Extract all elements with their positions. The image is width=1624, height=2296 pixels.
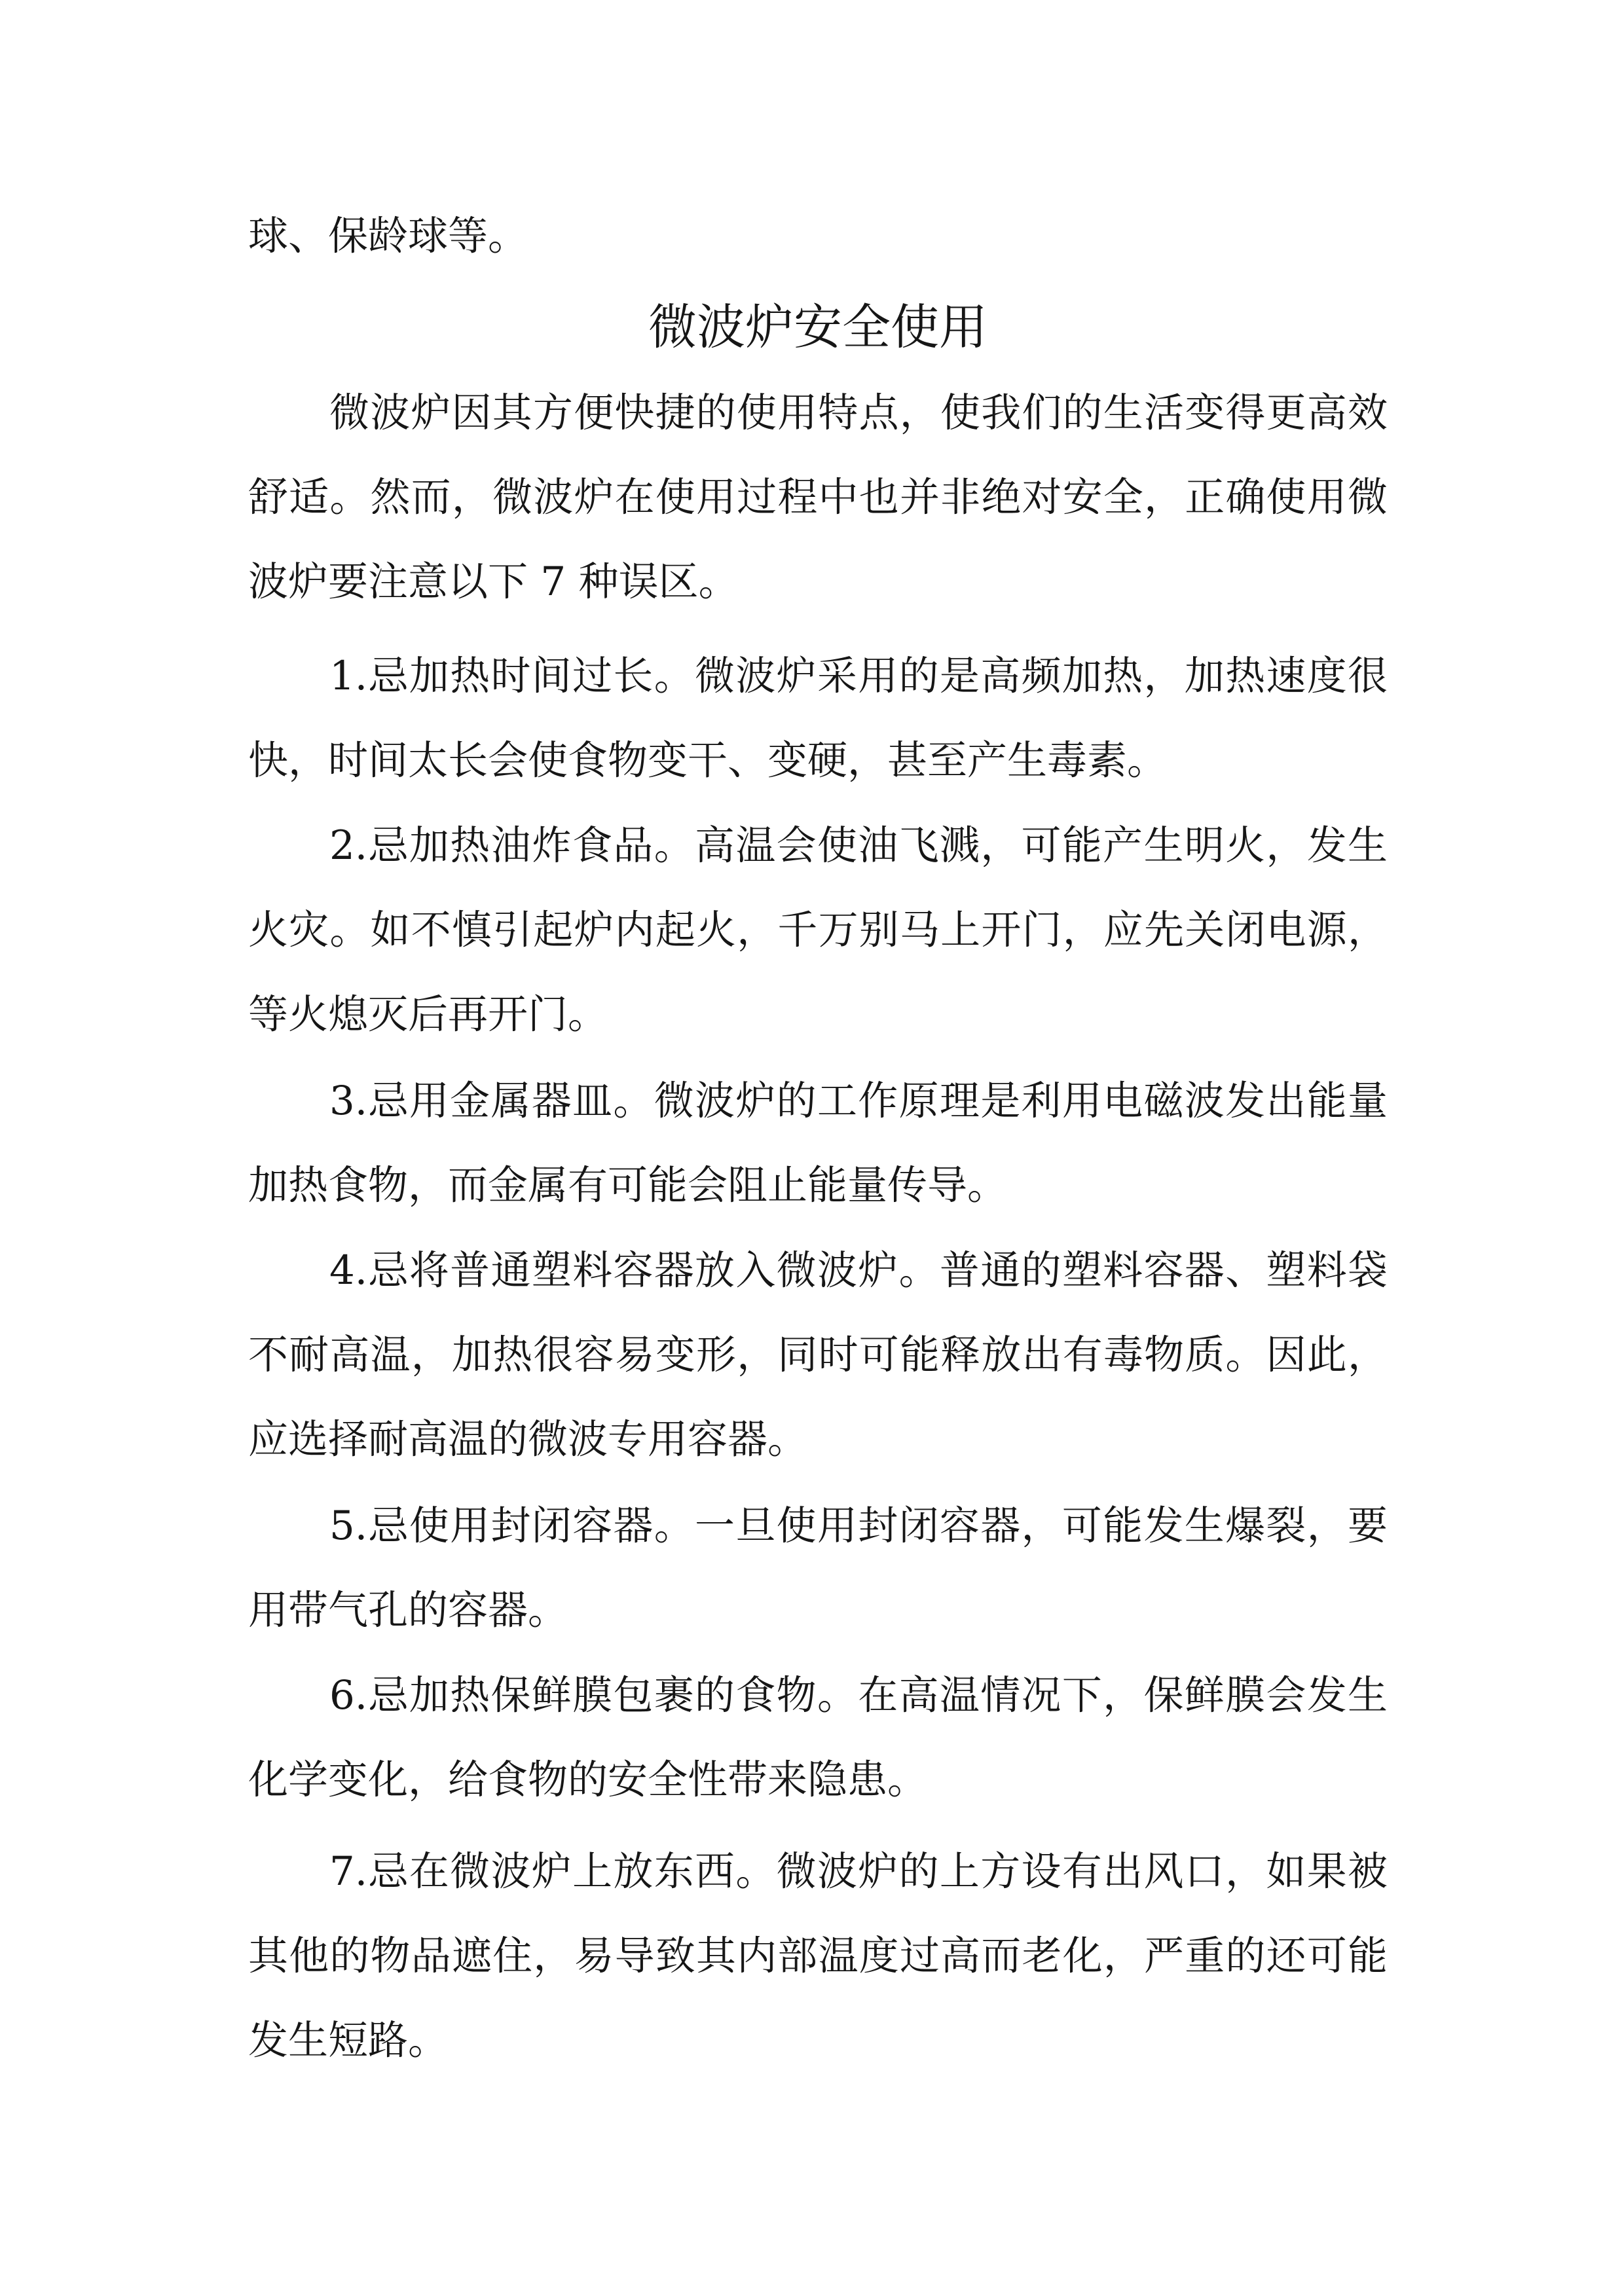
paragraph-line: 波炉要注意以下 7 种误区。 xyxy=(248,558,739,605)
list-item-4 xyxy=(248,1228,1388,1482)
paragraph-line: 5.忌使用封闭容器。一旦使用封闭容器，可能发生爆裂，要 xyxy=(329,1503,1388,1549)
list-item-1 xyxy=(248,634,1388,803)
list-item-6 xyxy=(248,1653,1388,1822)
paragraph-line: 3.忌用金属器皿。微波炉的工作原理是利用电磁波发出能量 xyxy=(329,1078,1388,1124)
paragraph-line: 7.忌在微波炉上放东西。微波炉的上方设有出风口，如果被 xyxy=(329,1848,1388,1895)
paragraph-line: 微波炉因其方便快捷的使用特点，使我们的生活变得更高效 xyxy=(329,390,1388,436)
paragraph-line: 球、保龄球等。 xyxy=(248,213,528,259)
paragraph-line: 6.忌加热保鲜膜包裹的食物。在高温情况下，保鲜膜会发生 xyxy=(329,1672,1388,1719)
paragraph-line: 舒适。然而，微波炉在使用过程中也并非绝对安全，正确使用微 xyxy=(248,474,1388,520)
paragraph-line: 1.忌加热时间过长。微波炉采用的是高频加热，加热速度很 xyxy=(329,653,1388,699)
paragraph-line: 其他的物品遮住，易导致其内部温度过高而老化，严重的还可能 xyxy=(248,1933,1388,1979)
paragraph-line: 加热食物，而金属有可能会阻止能量传导。 xyxy=(248,1162,1008,1209)
article-title: 微波炉安全使用 xyxy=(648,299,987,355)
paragraph-line: 化学变化，给食物的安全性带来隐患。 xyxy=(248,1757,928,1803)
list-item-7 xyxy=(248,1829,1388,2083)
paragraph-line: 不耐高温，加热很容易变形，同时可能释放出有毒物质。因此， xyxy=(248,1332,1388,1378)
paragraph-line: 等火熄灭后再开门。 xyxy=(248,991,608,1038)
paragraph-line: 4.忌将普通塑料容器放入微波炉。普通的塑料容器、塑料袋 xyxy=(329,1247,1388,1294)
paragraph-line: 发生短路。 xyxy=(248,2017,449,2064)
paragraph-line: 2.忌加热油炸食品。高温会使油飞溅，可能产生明火，发生 xyxy=(329,822,1388,869)
intro-paragraph xyxy=(248,371,1388,624)
list-item-3 xyxy=(248,1059,1388,1228)
list-item-5 xyxy=(248,1484,1388,1652)
paragraph-line: 用带气孔的容器。 xyxy=(248,1587,568,1633)
paragraph-line: 快，时间太长会使食物变干、变硬，甚至产生毒素。 xyxy=(248,737,1168,784)
continued-paragraph xyxy=(248,194,1388,278)
paragraph-line: 应选择耐高温的微波专用容器。 xyxy=(248,1416,808,1463)
paragraph-line: 火灾。如不慎引起炉内起火，千万别马上开门，应先关闭电源， xyxy=(248,907,1388,953)
list-item-2 xyxy=(248,803,1388,1057)
